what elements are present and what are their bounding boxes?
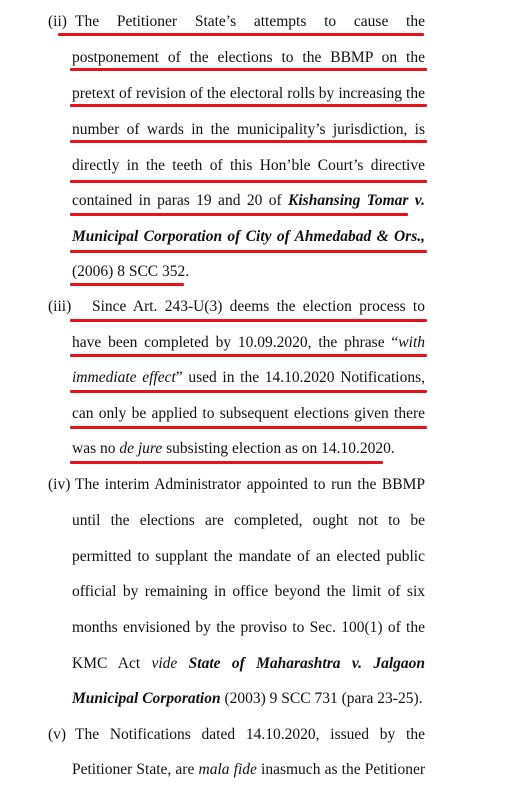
italic-phrase: with	[398, 334, 425, 351]
red-underline	[70, 104, 427, 107]
text-segment: Petitioner State, are	[72, 761, 199, 778]
red-underline	[70, 180, 427, 183]
text-line	[72, 368, 425, 388]
paragraph-number: (iv)	[48, 476, 71, 493]
paragraph-number: (iii)	[48, 298, 72, 315]
text-line	[72, 760, 425, 780]
text-line: The Petitioner State’s attempts to cause the	[75, 13, 425, 30]
text-line: postponement of the elections to the BBMP on the	[72, 49, 425, 66]
text-segment: subsisting election as on 14.10.2020.	[162, 440, 395, 457]
italic-phrase: de jure	[119, 440, 163, 457]
text-segment: KMC Act	[72, 655, 152, 672]
red-underline	[70, 354, 427, 357]
text-line: official by remaining in office beyond the limit of six	[72, 583, 425, 600]
text-line: months envisioned by the proviso to Sec. 100(1) of the	[72, 619, 425, 636]
text-line: Since Art. 243-U(3) deems the election process to	[92, 298, 425, 315]
text-line: The interim Administrator appointed to run the BBMP	[75, 476, 425, 493]
case-name-line: Municipal Corporation of City of Ahmedabad & Ors.,	[72, 228, 425, 245]
italic-phrase: mala fide	[198, 761, 257, 778]
text-line	[72, 654, 425, 674]
case-name: State of Maharashtra v. Jalgaon	[188, 655, 426, 672]
case-name: Kishansing Tomar v.	[288, 192, 425, 209]
red-underline	[70, 140, 427, 143]
case-name: Municipal Corporation	[72, 690, 221, 707]
red-underline	[70, 426, 427, 429]
text-segment: ” used in the 14.10.2020 Notifications,	[175, 369, 425, 386]
text-line: number of wards in the municipality’s jurisdiction, is	[72, 121, 425, 138]
text-line: The Notifications dated 14.10.2020, issued by the	[75, 726, 425, 743]
text-line: permitted to supplant the mandate of an elected public	[72, 548, 425, 565]
red-underline	[70, 283, 184, 286]
red-underline	[70, 213, 408, 216]
text-line: can only be applied to subsequent elections given there	[72, 405, 425, 422]
red-underline	[58, 33, 424, 36]
text-segment: have been completed by 10.09.2020, the phrase “	[72, 334, 399, 351]
italic-word: vide	[151, 655, 178, 672]
italic-phrase: immediate effect	[72, 369, 176, 386]
text-segment: inasmuch as the Petitioner	[256, 761, 425, 778]
text-segment: contained in paras 19 and 20 of	[72, 192, 289, 209]
paragraph-number: (ii)	[48, 13, 67, 30]
text-line: (2006) 8 SCC 352.	[72, 263, 190, 280]
text-line: pretext of revision of the electoral rolls by increasing the	[72, 85, 425, 102]
red-underline	[70, 250, 427, 253]
text-segment: (2003) 9 SCC 731 (para 23-25).	[220, 690, 423, 707]
red-underline	[70, 390, 427, 393]
text-line	[72, 191, 425, 211]
red-underline	[70, 461, 383, 464]
paragraph-number: (v)	[48, 726, 67, 743]
red-underline	[70, 319, 427, 322]
text-line: directly in the teeth of this Hon’ble Court’s directive	[72, 157, 425, 174]
red-underline	[70, 68, 427, 71]
text-segment: was no	[72, 440, 120, 457]
text-line	[72, 333, 425, 353]
text-line	[72, 689, 425, 709]
text-line	[72, 439, 425, 459]
text-line: until the elections are completed, ought not to be	[72, 512, 425, 529]
